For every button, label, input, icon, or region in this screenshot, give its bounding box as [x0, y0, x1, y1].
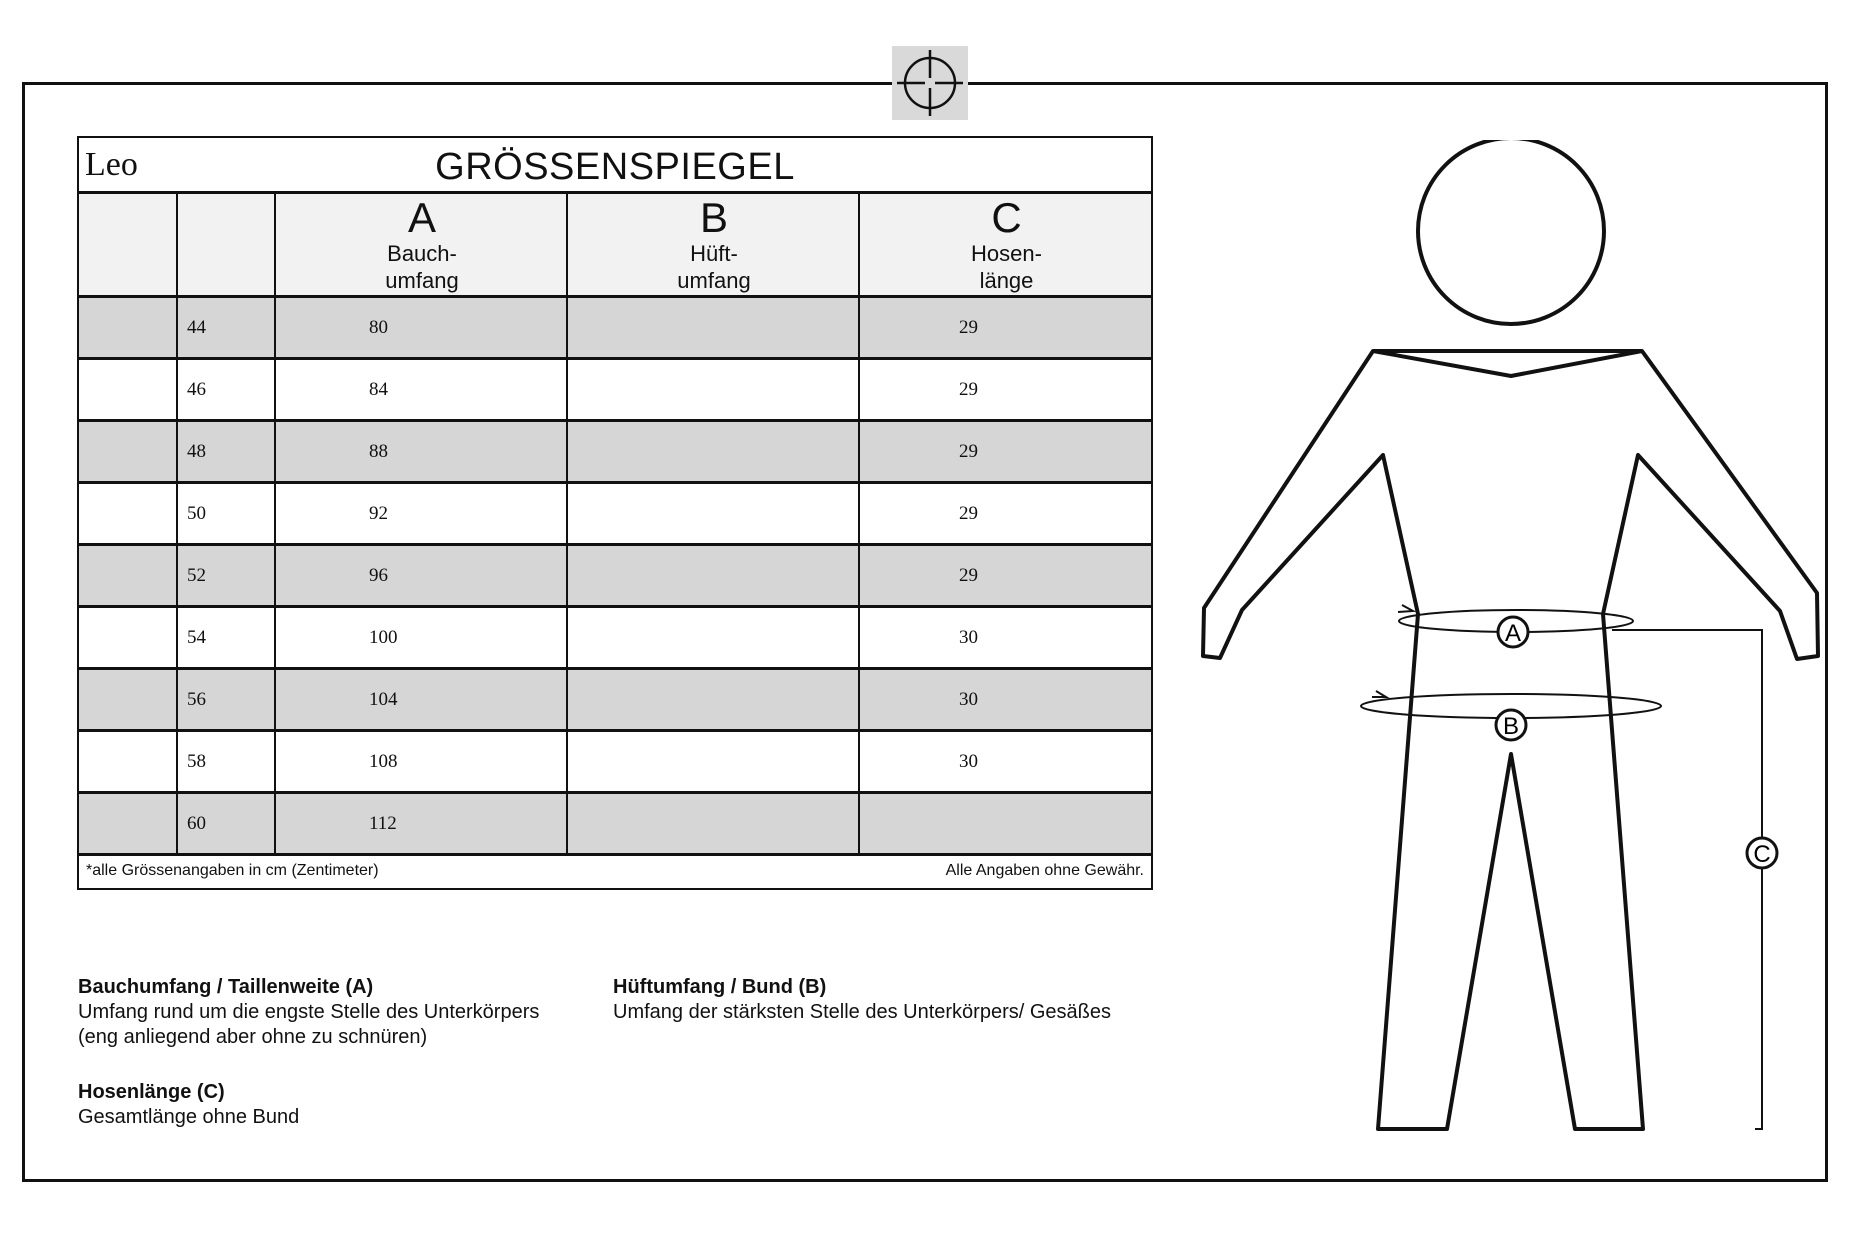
column-divider	[858, 194, 860, 853]
registration-mark	[892, 46, 968, 120]
waist-cell: 108	[369, 751, 398, 772]
definition-hip	[613, 975, 1111, 1025]
length-cell: 29	[959, 441, 978, 462]
column-header-c	[860, 194, 1153, 295]
measurement-figure	[1195, 140, 1835, 1145]
definition-title: Hüftumfang / Bund (B)	[613, 976, 827, 998]
column-label: umfang	[677, 268, 751, 293]
column-label: länge	[979, 268, 1034, 293]
column-label: Hüft-	[690, 241, 738, 266]
definition-text: Umfang der stärksten Stelle des Unterkörpers/ Gesäßes	[613, 1001, 1111, 1023]
size-cell: 54	[187, 627, 206, 648]
waist-cell: 100	[369, 627, 398, 648]
table-row	[79, 546, 1151, 608]
definition-length	[78, 1080, 299, 1130]
column-letter: C	[991, 194, 1022, 241]
length-cell: 29	[959, 379, 978, 400]
definition-waist	[78, 975, 539, 1050]
waist-cell: 80	[369, 317, 388, 338]
waist-cell: 112	[369, 813, 397, 834]
waist-cell: 104	[369, 689, 398, 710]
definition-text: (eng anliegend aber ohne zu schnüren)	[78, 1026, 428, 1048]
size-cell: 48	[187, 441, 206, 462]
column-divider	[274, 194, 276, 853]
size-cell: 58	[187, 751, 206, 772]
definition-title: Bauchumfang / Taillenweite (A)	[78, 976, 374, 998]
size-cell: 60	[187, 813, 206, 834]
size-table	[77, 136, 1153, 890]
svg-text:C: C	[1753, 841, 1771, 868]
waist-cell: 96	[369, 565, 388, 586]
size-cell: 46	[187, 379, 206, 400]
page-title: GRÖSSENSPIEGEL	[435, 146, 795, 188]
marker-a	[1498, 617, 1528, 647]
column-label: umfang	[385, 268, 459, 293]
footnote-units: *alle Grössenangaben in cm (Zentimeter)	[86, 862, 379, 879]
size-cell: 44	[187, 317, 206, 338]
marker-b	[1496, 710, 1526, 740]
column-letter: A	[407, 194, 436, 241]
size-cell: 52	[187, 565, 206, 586]
svg-text:A: A	[1504, 620, 1522, 647]
table-row	[79, 732, 1151, 794]
table-row	[79, 608, 1151, 670]
length-cell: 29	[959, 317, 978, 338]
table-title-row	[79, 138, 1151, 194]
column-header-b	[568, 194, 860, 295]
table-row	[79, 360, 1151, 422]
table-header-row	[79, 194, 1151, 298]
footnote-disclaimer: Alle Angaben ohne Gewähr.	[945, 862, 1144, 879]
length-cell: 29	[959, 565, 978, 586]
waist-cell: 84	[369, 379, 388, 400]
table-row	[79, 670, 1151, 732]
column-letter: B	[699, 194, 728, 241]
length-cell: 30	[959, 751, 978, 772]
column-header-a	[276, 194, 568, 295]
column-label: Bauch-	[387, 241, 457, 266]
svg-text:B: B	[1502, 713, 1520, 740]
crosshair-icon	[892, 46, 968, 120]
waist-cell: 88	[369, 441, 388, 462]
table-row	[79, 298, 1151, 360]
table-row	[79, 794, 1151, 856]
brand-label: Leo	[85, 146, 138, 183]
definition-title: Hosenlänge (C)	[78, 1081, 225, 1103]
definition-text: Gesamtlänge ohne Bund	[78, 1106, 300, 1128]
length-cell: 30	[959, 689, 978, 710]
marker-c	[1747, 838, 1777, 868]
size-cell: 50	[187, 503, 206, 524]
definition-text: Umfang rund um die engste Stelle des Unterkörpers	[78, 1001, 540, 1023]
body-outline-icon	[1195, 140, 1835, 1140]
size-cell: 56	[187, 689, 206, 710]
column-divider	[176, 194, 178, 853]
table-row	[79, 484, 1151, 546]
length-cell: 30	[959, 627, 978, 648]
column-divider	[566, 194, 568, 853]
length-cell: 29	[959, 503, 978, 524]
waist-cell: 92	[369, 503, 388, 524]
table-footnote	[79, 853, 1151, 890]
column-label: Hosen-	[971, 241, 1042, 266]
table-row	[79, 422, 1151, 484]
